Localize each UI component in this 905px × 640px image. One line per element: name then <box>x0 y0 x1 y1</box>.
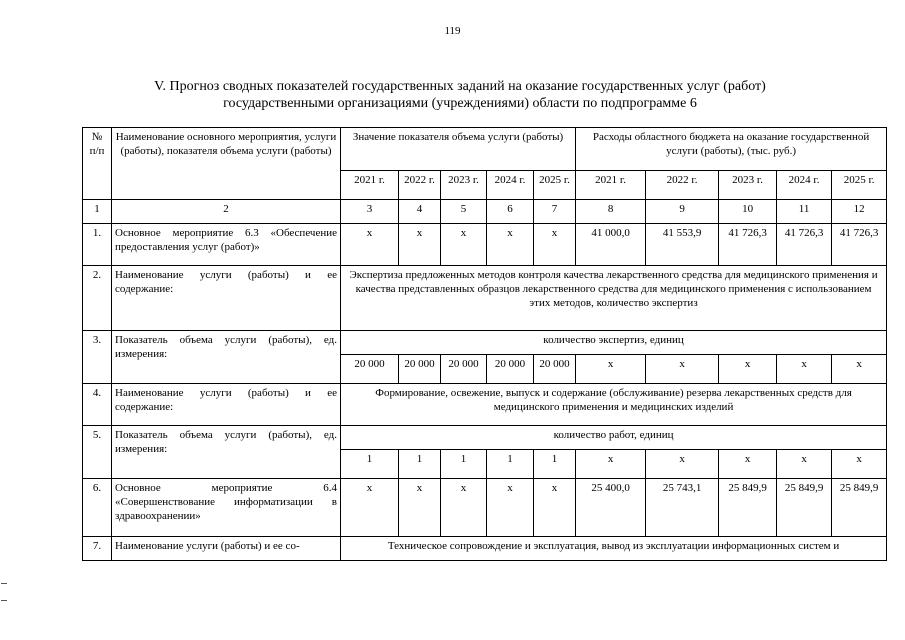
volume-cell: x <box>441 224 487 266</box>
expense-cell: 25 743,1 <box>646 479 719 537</box>
volume-cell: 20 000 <box>341 355 399 384</box>
volume-cell: 1 <box>487 450 534 479</box>
volume-cell: x <box>399 224 441 266</box>
row-name: Наименование услуги (работы) и ее содержание: <box>112 266 341 331</box>
year-expenses-cell: 2021 г. <box>576 171 646 200</box>
edge-mark <box>1 600 7 601</box>
expense-cell: 25 849,9 <box>777 479 832 537</box>
service-content: Формирование, освежение, выпуск и содержание (обслуживание) резерва лекарственных средств для медицинского применения и медицинских изделий <box>341 384 887 426</box>
table-row <box>83 224 887 266</box>
expense-cell: x <box>576 450 646 479</box>
expense-cell: 41 726,3 <box>832 224 887 266</box>
volume-cell: x <box>487 224 534 266</box>
year-volume-cell: 2021 г. <box>341 171 399 200</box>
table-row <box>83 384 887 426</box>
expense-cell: 41 726,3 <box>719 224 777 266</box>
row-num: 1. <box>83 224 112 266</box>
year-volume-cell: 2024 г. <box>487 171 534 200</box>
year-expenses-cell: 2024 г. <box>777 171 832 200</box>
expense-cell: x <box>832 355 887 384</box>
row-num: 4. <box>83 384 112 426</box>
row-name: Показатель объема услуги (работы), ед. измерения: <box>112 331 341 384</box>
forecast-table <box>82 127 887 561</box>
expense-cell: x <box>719 450 777 479</box>
volume-cell: x <box>399 479 441 537</box>
column-number: 8 <box>576 200 646 224</box>
service-content: Техническое сопровождение и эксплуатация, вывод из эксплуатации информационных систем и <box>341 537 887 561</box>
year-expenses-cell: 2025 г. <box>832 171 887 200</box>
volume-cell: x <box>534 479 576 537</box>
expense-cell: x <box>777 355 832 384</box>
column-number: 7 <box>534 200 576 224</box>
row-name: Основное мероприятие 6.4 «Совершенствование информатизации в здравоохранении» <box>112 479 341 537</box>
expense-cell: 25 849,9 <box>832 479 887 537</box>
header-num: № п/п <box>83 128 112 200</box>
row-name: Наименование услуги (работы) и ее содержание: <box>112 384 341 426</box>
row-num: 7. <box>83 537 112 561</box>
expense-cell: 25 400,0 <box>576 479 646 537</box>
expense-cell: x <box>832 450 887 479</box>
column-number: 10 <box>719 200 777 224</box>
expense-cell: 41 553,9 <box>646 224 719 266</box>
measure-unit: количество экспертиз, единиц <box>341 331 887 355</box>
edge-mark <box>1 583 7 584</box>
title-line-1: V. Прогноз сводных показателей государственных заданий на оказание государственных услуг (работ) <box>154 79 766 94</box>
column-number: 9 <box>646 200 719 224</box>
row-name: Основное мероприятие 6.3 «Обеспечение предоставления услуг (работ)» <box>112 224 341 266</box>
table-row <box>83 426 887 450</box>
expense-cell: x <box>646 355 719 384</box>
expense-cell: 41 000,0 <box>576 224 646 266</box>
title-line-2: государственными организациями (учреждениями) области по подпрограмме 6 <box>223 96 697 111</box>
header-expenses: Расходы областного бюджета на оказание государственной услуги (работы), (тыс. руб.) <box>576 128 887 171</box>
volume-cell: 20 000 <box>534 355 576 384</box>
volume-cell: 20 000 <box>441 355 487 384</box>
volume-cell: 1 <box>341 450 399 479</box>
volume-cell: 1 <box>534 450 576 479</box>
column-number: 1 <box>83 200 112 224</box>
row-num: 5. <box>83 426 112 479</box>
service-content: Экспертиза предложенных методов контроля качества лекарственного средства для медицинского применения и качества представленных образцов лекарственного средства для медицинского применения с использованием этих методов, количество экспертиз <box>341 266 887 331</box>
expense-cell: x <box>576 355 646 384</box>
column-number: 12 <box>832 200 887 224</box>
table-row <box>83 266 887 331</box>
expense-cell: x <box>646 450 719 479</box>
column-numbers-row <box>83 200 887 224</box>
column-number: 3 <box>341 200 399 224</box>
row-num: 6. <box>83 479 112 537</box>
year-expenses-cell: 2022 г. <box>646 171 719 200</box>
header-name: Наименование основного мероприятия, услуги (работы), показателя объема услуги (работы) <box>112 128 341 200</box>
row-num: 2. <box>83 266 112 331</box>
volume-cell: 20 000 <box>487 355 534 384</box>
expense-cell: x <box>719 355 777 384</box>
measure-unit: количество работ, единиц <box>341 426 887 450</box>
table-row <box>83 479 887 537</box>
volume-cell: x <box>441 479 487 537</box>
page-title <box>60 78 860 112</box>
column-number: 2 <box>112 200 341 224</box>
table-row <box>83 331 887 355</box>
year-volume-cell: 2022 г. <box>399 171 441 200</box>
column-number: 5 <box>441 200 487 224</box>
page-number: 119 <box>444 25 461 37</box>
row-num: 3. <box>83 331 112 384</box>
volume-cell: 20 000 <box>399 355 441 384</box>
year-volume-cell: 2025 г. <box>534 171 576 200</box>
volume-cell: x <box>341 224 399 266</box>
column-number: 6 <box>487 200 534 224</box>
row-name: Наименование услуги (работы) и ее со- <box>112 537 341 561</box>
volume-cell: x <box>534 224 576 266</box>
volume-cell: x <box>487 479 534 537</box>
volume-cell: 1 <box>399 450 441 479</box>
table-row <box>83 537 887 561</box>
column-number: 11 <box>777 200 832 224</box>
row-name: Показатель объема услуги (работы), ед. измерения: <box>112 426 341 479</box>
year-expenses-cell: 2023 г. <box>719 171 777 200</box>
year-volume-cell: 2023 г. <box>441 171 487 200</box>
expense-cell: 41 726,3 <box>777 224 832 266</box>
expense-cell: x <box>777 450 832 479</box>
volume-cell: 1 <box>441 450 487 479</box>
volume-cell: x <box>341 479 399 537</box>
header-volume: Значение показателя объема услуги (работы) <box>341 128 576 171</box>
column-number: 4 <box>399 200 441 224</box>
expense-cell: 25 849,9 <box>719 479 777 537</box>
